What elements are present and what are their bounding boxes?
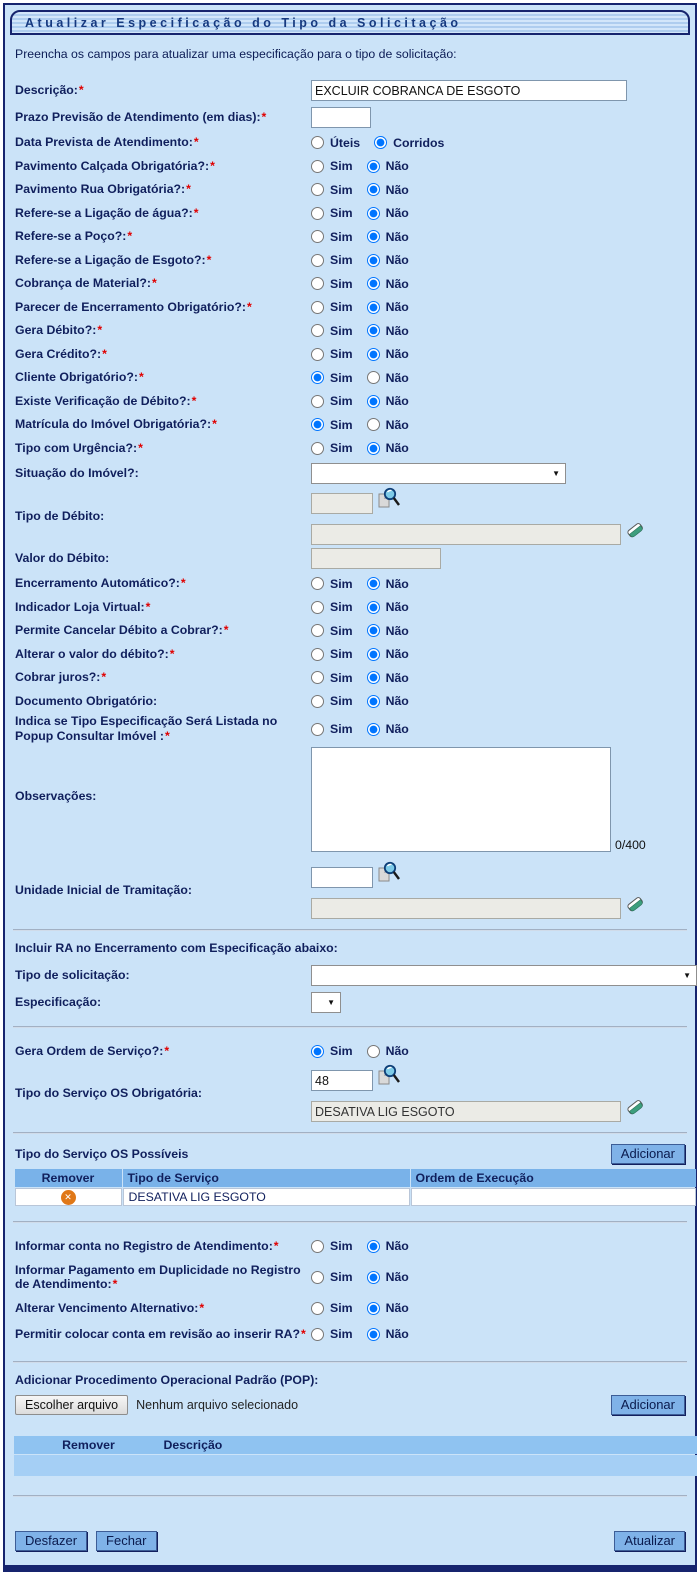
os-row-ordem [411, 1188, 696, 1206]
radio-group: Sim Não [311, 722, 695, 736]
form-row-gera-credito: Gera Crédito?:* Sim Não [5, 343, 695, 367]
radio-sim[interactable] [311, 418, 324, 431]
dropdown-arrow-icon: ▼ [327, 998, 335, 1008]
section-title-incluir-ra: Incluir RA no Encerramento com Especificação abaixo: [15, 941, 338, 955]
radio-corridos[interactable] [374, 136, 387, 149]
form-row-cobrar-juros: Cobrar juros?:* Sim Não [5, 666, 695, 690]
radio-group: Sim Não [311, 694, 695, 708]
radio-group: Sim Não [311, 347, 695, 361]
radio-sim[interactable] [311, 1302, 324, 1315]
radio-sim[interactable] [311, 395, 324, 408]
eraser-icon[interactable] [625, 520, 645, 545]
radio-group: Sim Não [311, 300, 695, 314]
form-row-informar-conta: Informar conta no Registro de Atendimento:* Sim Não [5, 1233, 695, 1259]
radio-group: Sim Não [311, 1044, 695, 1058]
radio-sim[interactable] [311, 442, 324, 455]
form-row-pavimento-rua: Pavimento Rua Obrigatória?:* Sim Não [5, 178, 695, 202]
form-row-observacoes: Observações: 0/400 [5, 745, 695, 861]
form-row-tipo-urgencia: Tipo com Urgência?:* Sim Não [5, 437, 695, 461]
radio-nao[interactable] [367, 395, 380, 408]
radio-sim[interactable] [311, 324, 324, 337]
field-label: Descrição: [15, 83, 78, 98]
radio-nao[interactable] [367, 254, 380, 267]
eraser-icon[interactable] [625, 894, 645, 919]
dropdown-arrow-icon: ▼ [552, 469, 560, 478]
radio-nao[interactable] [367, 1328, 380, 1341]
radio-group: Sim Não [311, 441, 695, 455]
form-row-indicador-loja-virtual: Indicador Loja Virtual:* Sim Não [5, 596, 695, 620]
form-row-situacao-imovel: Situação do Imóvel?: ▼ [5, 460, 695, 487]
os-col-remover: Remover [15, 1169, 122, 1187]
divider [13, 1026, 687, 1028]
form-row-gera-debito: Gera Débito?:* Sim Não [5, 319, 695, 343]
radio-nao[interactable] [367, 577, 380, 590]
eraser-icon[interactable] [625, 1097, 645, 1122]
radio-nao[interactable] [367, 324, 380, 337]
char-counter: 0/400 [615, 838, 646, 852]
page-title-bar [10, 10, 690, 35]
radio-group: Sim Não [311, 577, 695, 591]
field-label: Prazo Previsão de Atendimento (em dias): [15, 110, 261, 125]
radio-group: Sim Não [311, 418, 695, 432]
form-row-especificacao: Especificação: ▼ [5, 989, 695, 1016]
radio-nao[interactable] [367, 418, 380, 431]
radio-nao[interactable] [367, 1302, 380, 1315]
radio-sim[interactable] [311, 1240, 324, 1253]
file-status-text: Nenhum arquivo selecionado [136, 1397, 299, 1412]
form-row-cobranca-material: Cobrança de Material?:* Sim Não [5, 272, 695, 296]
form-row-gera-ordem-servico: Gera Ordem de Serviço?:* Sim Não [5, 1038, 695, 1064]
table-row [15, 1188, 696, 1206]
pop-col-descricao: Descrição [164, 1436, 697, 1454]
radio-group: Sim Não [311, 1239, 695, 1253]
radio-group: Sim Não [311, 277, 695, 291]
form-row-pagamento-duplicidade: Informar Pagamento em Duplicidade no Registro de Atendimento:* Sim Não [5, 1259, 695, 1295]
radio-sim[interactable] [311, 348, 324, 361]
radio-sim[interactable] [311, 160, 324, 173]
form-row-alterar-vencimento: Alterar Vencimento Alternativo:* Sim Não [5, 1295, 695, 1321]
radio-sim[interactable] [311, 183, 324, 196]
form-row-alterar-valor-debito: Alterar o valor do débito?:* Sim Não [5, 643, 695, 667]
divider [13, 1221, 687, 1223]
form-row-encerramento-automatico: Encerramento Automático?:* Sim Não [5, 572, 695, 596]
form-row-documento-obrigatorio: Documento Obrigatório: Sim Não [5, 690, 695, 714]
os-row-tipo: DESATIVA LIG ESGOTO [123, 1188, 410, 1206]
divider [13, 1132, 687, 1134]
radio-nao[interactable] [367, 1271, 380, 1284]
form-row-pavimento-calcada: Pavimento Calçada Obrigatória?:* Sim Não [5, 155, 695, 179]
dropdown-arrow-icon: ▼ [683, 971, 691, 981]
update-button[interactable]: Atualizar [614, 1531, 685, 1551]
divider [13, 929, 687, 931]
valor-debito-input [311, 548, 441, 569]
radio-group: Sim Não [311, 647, 695, 661]
radio-uteis[interactable] [311, 136, 324, 149]
undo-button[interactable]: Desfazer [15, 1531, 87, 1551]
radio-group: Úteis Corridos [311, 136, 695, 150]
radio-group: Sim Não [311, 600, 695, 614]
tipo-debito-code-input [311, 493, 373, 514]
radio-sim[interactable] [311, 254, 324, 267]
radio-sim[interactable] [311, 371, 324, 384]
radio-group: Sim Não [311, 183, 695, 197]
radio-sim[interactable] [311, 601, 324, 614]
pop-section-title: Adicionar Procedimento Operacional Padrão (POP): [15, 1373, 319, 1388]
radio-nao[interactable] [367, 624, 380, 637]
search-icon[interactable] [377, 487, 401, 514]
tipo-servico-os-code-input[interactable] [311, 1070, 373, 1091]
os-add-button[interactable]: Adicionar [611, 1144, 685, 1164]
form-row-prazo [5, 104, 695, 131]
radio-sim[interactable] [311, 723, 324, 736]
situacao-imovel-select[interactable] [311, 463, 566, 484]
form-row-data-prevista: Data Prevista de Atendimento:* Úteis Corridos [5, 131, 695, 155]
radio-group: Sim Não [311, 371, 695, 385]
form-row-conta-revisao: Permitir colocar conta em revisão ao inserir RA?* Sim Não [5, 1321, 695, 1347]
os-table [14, 1168, 697, 1207]
pop-file-row [15, 1395, 685, 1415]
radio-group: Sim Não [311, 1270, 695, 1284]
radio-nao[interactable] [367, 160, 380, 173]
radio-sim[interactable] [311, 230, 324, 243]
form-row-valor-debito: Valor do Débito: [5, 545, 695, 572]
prazo-input[interactable] [311, 107, 371, 128]
radio-nao[interactable] [367, 183, 380, 196]
tipo-solicitacao-select[interactable] [311, 965, 697, 986]
form-row-descricao [5, 77, 695, 104]
form-row-tipo-solicitacao: Tipo de solicitação: ▼ [5, 962, 695, 989]
radio-group: Sim Não [311, 671, 695, 685]
radio-sim[interactable] [311, 695, 324, 708]
radio-sim[interactable] [311, 1271, 324, 1284]
especificacao-select[interactable] [311, 992, 341, 1013]
form-row-tipo-debito: Tipo de Débito: [5, 487, 695, 545]
unidade-code-input[interactable] [311, 867, 373, 888]
radio-sim[interactable] [311, 1328, 324, 1341]
radio-nao[interactable] [367, 671, 380, 684]
form-row-poco: Refere-se a Poço?:* Sim Não [5, 225, 695, 249]
radio-sim[interactable] [311, 671, 324, 684]
divider [13, 1495, 687, 1497]
radio-sim[interactable] [311, 1045, 324, 1058]
form-row-matricula-imovel: Matrícula do Imóvel Obrigatória?:* Sim Não [5, 413, 695, 437]
form-row-tipo-servico-os: Tipo do Serviço OS Obrigatória: 48 DESATIVA LIG ESGOTO [5, 1064, 695, 1122]
form-row-ligacao-esgoto: Refere-se a Ligação de Esgoto?:* Sim Não [5, 249, 695, 273]
search-icon[interactable] [377, 1064, 401, 1091]
radio-nao[interactable] [367, 1240, 380, 1253]
pop-table [14, 1435, 697, 1477]
radio-nao[interactable] [367, 348, 380, 361]
radio-sim[interactable] [311, 301, 324, 314]
radio-nao[interactable] [367, 695, 380, 708]
radio-sim[interactable] [311, 648, 324, 661]
form-row-permite-cancelar-debito: Permite Cancelar Débito a Cobrar?:* Sim Não [5, 619, 695, 643]
os-col-ordem: Ordem de Execução [411, 1169, 696, 1187]
tipo-debito-desc-field [311, 524, 621, 545]
radio-group: Sim Não [311, 624, 695, 638]
remove-icon[interactable]: ✕ [61, 1190, 76, 1205]
radio-group: Sim Não [311, 1327, 695, 1341]
form-row-ligacao-agua: Refere-se a Ligação de água?:* Sim Não [5, 202, 695, 226]
form-row-parecer-encerramento: Parecer de Encerramento Obrigatório?:* Sim Não [5, 296, 695, 320]
tipo-servico-os-desc-field [311, 1101, 621, 1122]
unidade-desc-field [311, 898, 621, 919]
radio-nao[interactable] [367, 723, 380, 736]
radio-nao[interactable] [367, 230, 380, 243]
radio-nao[interactable] [367, 601, 380, 614]
radio-group: Sim Não [311, 206, 695, 220]
observacoes-textarea[interactable] [311, 747, 611, 852]
os-col-tipo-servico: Tipo de Serviço [123, 1169, 410, 1187]
radio-sim[interactable] [311, 624, 324, 637]
radio-nao[interactable] [367, 277, 380, 290]
required-mark: * [261, 110, 267, 125]
radio-group: Sim Não [311, 230, 695, 244]
radio-nao[interactable] [367, 207, 380, 220]
required-mark: * [78, 83, 84, 98]
form-row-existe-verificacao: Existe Verificação de Débito?:* Sim Não [5, 390, 695, 414]
pop-col-remover: Remover [14, 1436, 164, 1454]
footer-actions [15, 1531, 685, 1551]
radio-group: Sim Não [311, 253, 695, 267]
form-row-unidade-tramitacao: Unidade Inicial de Tramitação: [5, 861, 695, 919]
divider [13, 1361, 687, 1363]
radio-sim[interactable] [311, 277, 324, 290]
radio-sim[interactable] [311, 577, 324, 590]
radio-group: Sim Não [311, 1301, 695, 1315]
radio-nao[interactable] [367, 301, 380, 314]
intro-text: Preencha os campos para atualizar uma especificação para o tipo de solicitação: [15, 47, 457, 61]
form-row-cliente-obrigatorio: Cliente Obrigatório?:* Sim Não [5, 366, 695, 390]
radio-nao[interactable] [367, 648, 380, 661]
search-icon[interactable] [377, 861, 401, 888]
descricao-input[interactable] [311, 80, 627, 101]
radio-group: Sim Não [311, 159, 695, 173]
radio-group: Sim Não [311, 394, 695, 408]
radio-nao[interactable] [367, 371, 380, 384]
choose-file-button[interactable]: Escolher arquivo [15, 1395, 128, 1415]
os-table-title: Tipo do Serviço OS Possíveis [15, 1146, 189, 1161]
pop-add-button[interactable]: Adicionar [611, 1395, 685, 1415]
radio-group: Sim Não [311, 324, 695, 338]
radio-nao[interactable] [367, 1045, 380, 1058]
form-row-indica-popup: Indica se Tipo Especificação Será Listada no Popup Consultar Imóvel :* Sim Não [5, 713, 695, 745]
page-title: Atualizar Especificação do Tipo da Solicitação [25, 15, 462, 30]
close-button[interactable]: Fechar [96, 1531, 156, 1551]
radio-sim[interactable] [311, 207, 324, 220]
pop-empty-row [14, 1455, 697, 1476]
radio-nao[interactable] [367, 442, 380, 455]
page-frame [3, 3, 697, 1572]
